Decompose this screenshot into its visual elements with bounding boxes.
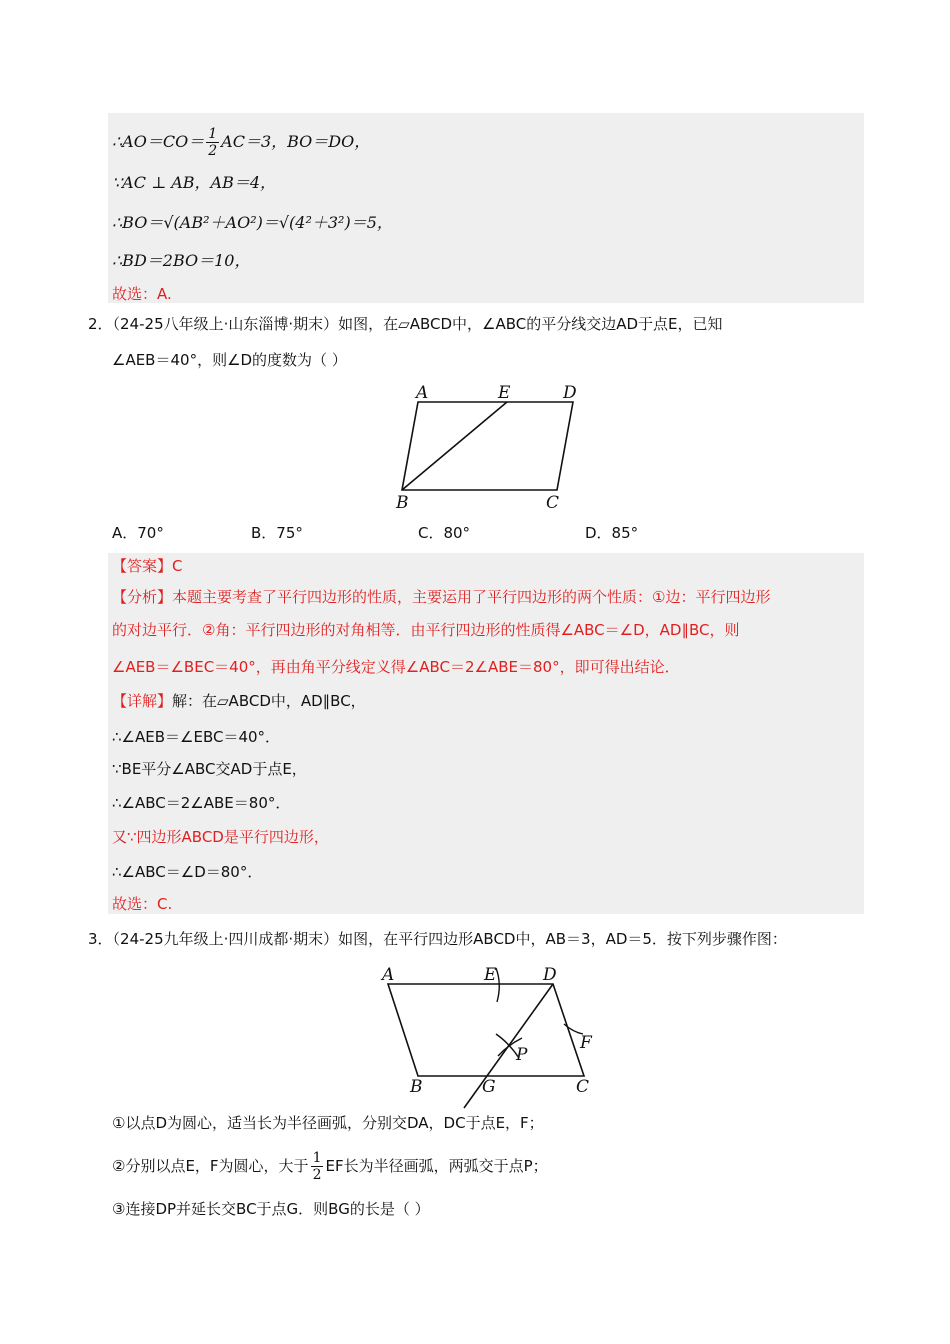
parallelogram-abcd	[388, 984, 584, 1076]
q2-stem-text: 如图，在▱ABCD中，∠ABC的平分线交边AD于点E，已知	[338, 315, 723, 333]
q3-step3: ③连接DP并延长交BC于点G．则BG的长是（ ）	[112, 1200, 430, 1218]
label-b: B	[396, 493, 409, 512]
q1-solution-line1: ∴AO＝CO＝ $\frac{1}{2}$ AC＝3，BO＝DO，	[112, 126, 371, 159]
q2-stem-line2: ∠AEB＝40°，则∠D的度数为（ ）	[112, 351, 347, 369]
q3-step1: ①以点D为圆心，适当长为半径画弧，分别交DA，DC于点E，F；	[112, 1114, 544, 1132]
fraction-one-half: $\frac{1}{2}$	[312, 1150, 322, 1183]
q3-number: 3．	[88, 930, 113, 948]
parallelogram-abcd	[402, 402, 573, 490]
fraction-one-half: $\frac{1}{2}$	[208, 126, 218, 159]
label-e: E	[484, 965, 497, 985]
q3-stem-text: 如图，在平行四边形ABCD中，AB＝3，AD＝5．按下列步骤作图：	[338, 930, 787, 948]
label-c: C	[576, 1077, 590, 1097]
q1-solution-line3: ∴BO＝√(AB²＋AO²)＝√(4²＋3²)＝5，	[112, 213, 393, 232]
label-d: D	[563, 383, 577, 403]
label-e: E	[498, 383, 511, 403]
q2-detail-line5: 又∵四边形ABCD是平行四边形，	[112, 828, 329, 846]
q3-construction-figure	[378, 960, 618, 1110]
q2-detail-line2: ∴∠AEB＝∠EBC＝40°．	[112, 728, 281, 746]
label-c: C	[546, 493, 560, 512]
label-g: G	[482, 1077, 496, 1097]
q2-source: （24-25八年级上·山东淄博·期末）	[112, 315, 339, 333]
label-a: A	[382, 965, 395, 985]
q2-option-c[interactable]: C．80°	[418, 524, 471, 542]
q3-source: （24-25九年级上·四川成都·期末）	[112, 930, 339, 948]
q2-option-a[interactable]: A．70°	[112, 524, 164, 542]
q2-answer: 【答案】C	[112, 557, 183, 575]
q3-step2: ②分别以点E，F为圆心，大于 $\frac{1}{2}$ EF长为半径画弧，两弧交于点P；	[112, 1150, 548, 1183]
arc-e	[496, 968, 499, 1002]
label-f: F	[580, 1033, 592, 1053]
q2-analysis-line1: 【分析】本题主要考查了平行四边形的性质，主要运用了平行四边形的两个性质：①边：平行四边形	[112, 588, 771, 606]
q2-stem-line1	[88, 314, 723, 334]
q2-parallelogram-figure	[390, 382, 590, 512]
q2-option-b[interactable]: B．75°	[251, 524, 303, 542]
q1-solution-line4: ∴BD＝2BO＝10，	[112, 251, 251, 270]
q1-conclusion: 故选：A.	[112, 285, 172, 303]
label-d: D	[543, 965, 557, 985]
q2-number: 2．	[88, 315, 113, 333]
q2-detail-line6: ∴∠ABC＝∠D＝80°．	[112, 863, 263, 881]
label-a: A	[416, 383, 429, 403]
q2-detail-line1: 【详解】解：在▱ABCD中，AD∥BC，	[112, 692, 366, 710]
segment-be	[402, 402, 507, 490]
label-p: P	[516, 1045, 528, 1065]
q2-analysis-line2: 的对边平行．②角：平行四边形的对角相等．由平行四边形的性质得∠ABC＝∠D，AD∥BC，则	[112, 621, 740, 639]
q3-stem	[88, 929, 787, 949]
q2-detail-line4: ∴∠ABC＝2∠ABE＝80°．	[112, 794, 291, 812]
q2-analysis-line3: ∠AEB＝∠BEC＝40°，再由角平分线定义得∠ABC＝2∠ABE＝80°，即可得出结论．	[112, 658, 680, 676]
q2-conclusion: 故选：C.	[112, 895, 173, 913]
label-b: B	[410, 1077, 423, 1097]
q2-option-d[interactable]: D．85°	[585, 524, 639, 542]
q2-detail-line3: ∵BE平分∠ABC交AD于点E，	[112, 760, 307, 778]
q1-solution-line2: ∵AC ⊥ AB，AB＝4，	[112, 173, 277, 192]
